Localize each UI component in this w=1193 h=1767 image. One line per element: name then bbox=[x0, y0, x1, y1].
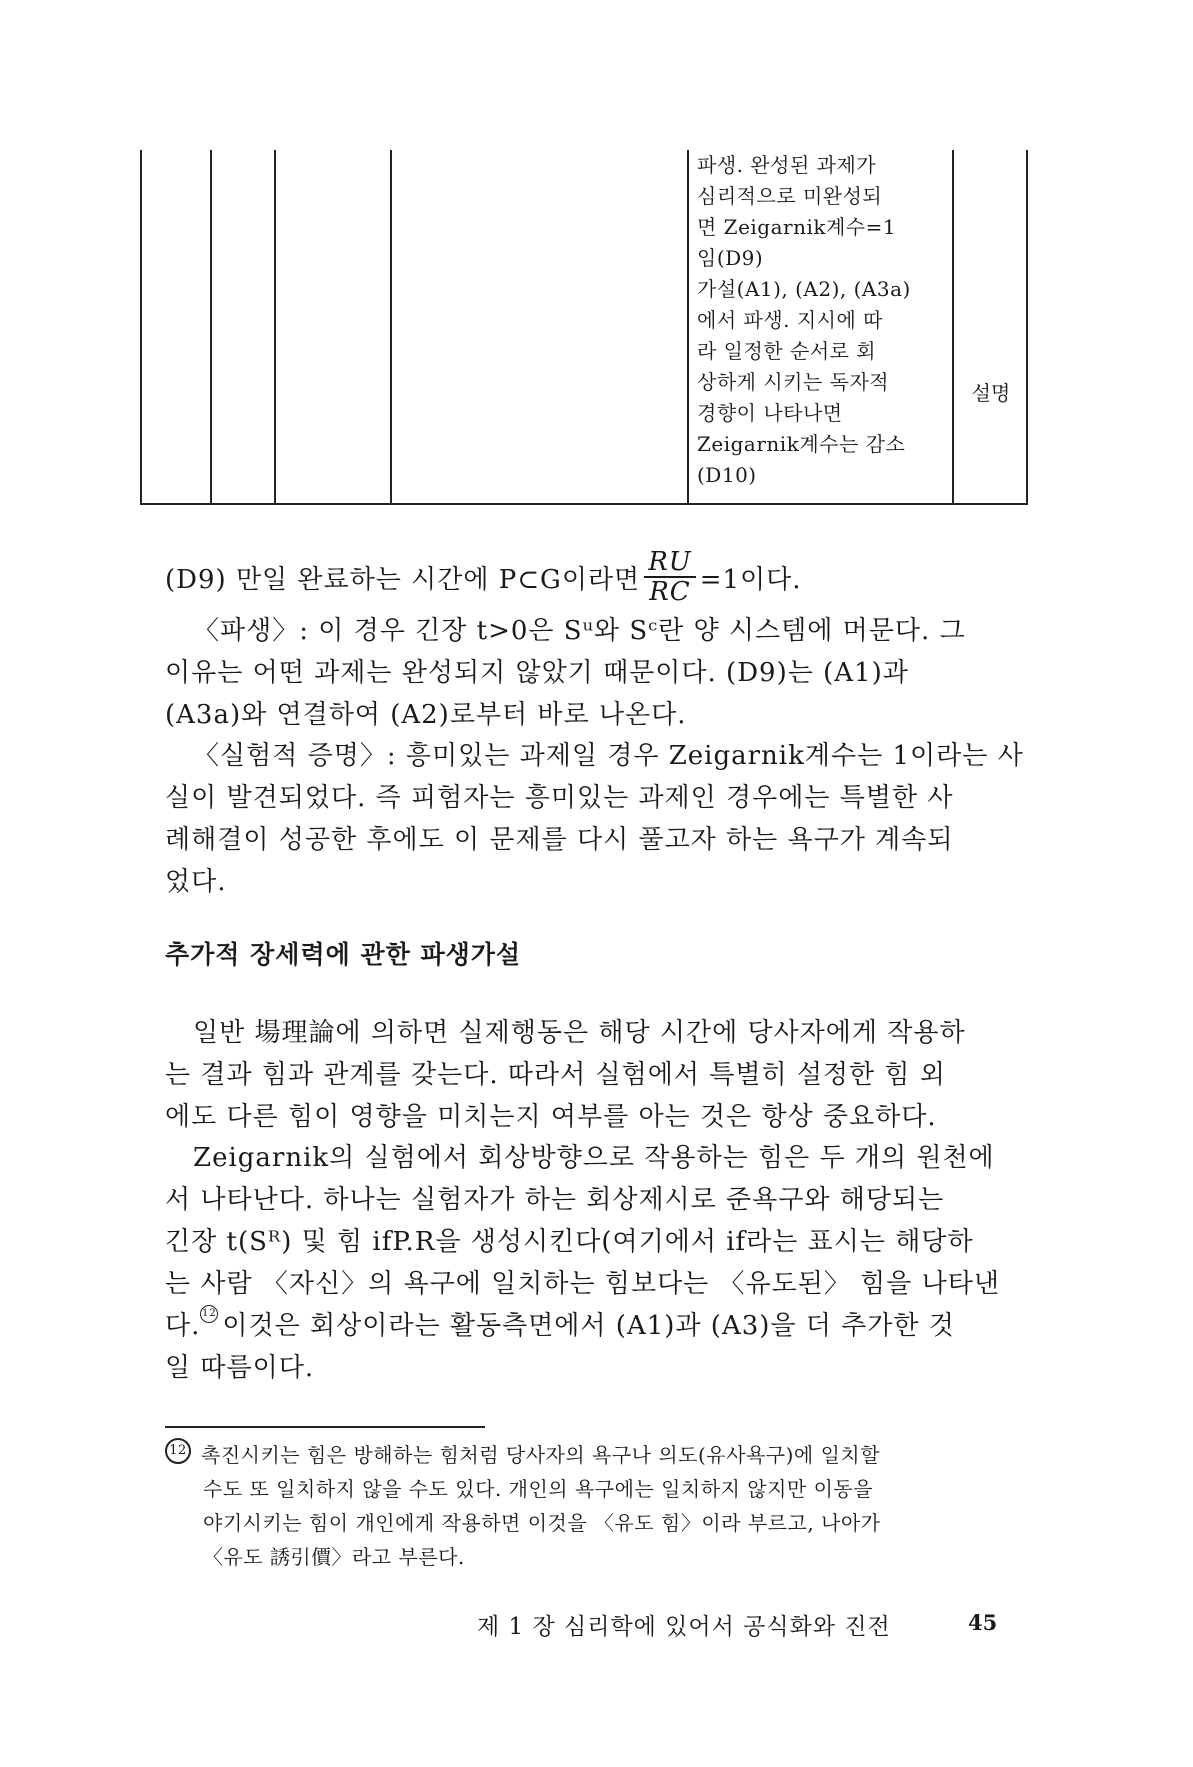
table-cell-line: 라 일정한 순서로 회 bbox=[697, 339, 877, 363]
text-line: 이유는 어떤 과제는 완성되지 않았기 때문이다. (D9)는 (A1)과 bbox=[165, 658, 909, 688]
footnote-line: 수도 또 일치하지 않을 수도 있다. 개인의 욕구에는 일치하지 않지만 이동을 bbox=[203, 1477, 874, 1501]
text-line: 〈파생〉: 이 경우 긴장 t>0은 Sᵘ와 Sᶜ란 양 시스템에 머문다. 그 bbox=[193, 616, 966, 646]
table-cell-line: (D10) bbox=[697, 463, 757, 487]
footnote-number: 12 bbox=[165, 1438, 191, 1464]
table-cell-line: 파생. 완성된 과제가 bbox=[697, 153, 877, 177]
table-derivation-cell bbox=[697, 150, 942, 491]
text-line: 례해결이 성공한 후에도 이 문제를 다시 풀고자 하는 욕구가 계속되 bbox=[165, 825, 954, 855]
field-theory-paragraph bbox=[165, 1012, 1027, 1138]
text-line: 는 사람 〈자신〉의 욕구에 일치하는 힘보다는 〈유도된〉 힘을 나타낸 bbox=[165, 1269, 1001, 1299]
table-column-divider bbox=[274, 150, 276, 503]
ratio-fraction bbox=[644, 548, 696, 606]
text-line: 서 나타난다. 하나는 실험자가 하는 회상제시로 준욕구와 해당되는 bbox=[165, 1185, 945, 1215]
text-line: 긴장 t(Sᴿ) 및 힘 ifP.R을 생성시킨다(여기에서 if라는 표시는 해당하 bbox=[165, 1227, 974, 1257]
zeigarnik-paragraph bbox=[165, 1137, 1027, 1389]
footnote bbox=[165, 1438, 1027, 1574]
line-start: 다. bbox=[165, 1311, 201, 1341]
text-line: Zeigarnik의 실험에서 회상방향으로 작용하는 힘은 두 개의 원천에 bbox=[193, 1143, 995, 1173]
chapter-footer: 제 1 장 심리학에 있어서 공식화와 진전 bbox=[477, 1614, 891, 1640]
d9-prefix: (D9) 만일 완료하는 시간에 P⊂G이라면 bbox=[165, 564, 641, 595]
footnote-first-line bbox=[165, 1438, 1027, 1472]
table-column-divider bbox=[210, 150, 212, 503]
section-heading: 추가적 장세력에 관한 파생가설 bbox=[165, 940, 522, 969]
table-column-divider bbox=[390, 150, 392, 503]
table-explanation-cell: 설명 bbox=[971, 381, 1011, 405]
line-rest: 이것은 회상이라는 활동측면에서 (A1)과 (A3)을 더 추가한 것 bbox=[222, 1311, 955, 1341]
text-line: 〈실험적 증명〉: 흥미있는 과제일 경우 Zeigarnik계수는 1이라는 사 bbox=[193, 741, 1024, 771]
table-cell-line: 임(D9) bbox=[697, 246, 764, 270]
fraction-numerator: RU bbox=[644, 548, 696, 578]
text-line: (A3a)와 연결하여 (A2)로부터 바로 나온다. bbox=[165, 700, 687, 730]
table-cell-line: 경향이 나타나면 bbox=[697, 401, 843, 425]
text-line: 었다. bbox=[165, 867, 227, 897]
text-line: 에도 다른 힘이 영향을 미치는지 여부를 아는 것은 항상 중요하다. bbox=[165, 1102, 937, 1132]
table-cell-line: 가설(A1), (A2), (A3a) bbox=[697, 277, 911, 301]
d9-statement bbox=[165, 548, 802, 606]
text-line: 일반 場理論에 의하면 실제행동은 해당 시간에 당사자에게 작용하 bbox=[193, 1018, 966, 1048]
table-cell-line: 상하게 시키는 독자적 bbox=[697, 370, 890, 394]
table-cell-line: 에서 파생. 지시에 따 bbox=[697, 308, 883, 332]
page-number: 45 bbox=[968, 1610, 998, 1635]
footnote-line: 촉진시키는 힘은 방해하는 힘처럼 당사자의 욕구나 의도(유사욕구)에 일치할 bbox=[201, 1443, 881, 1467]
fraction-denominator: RC bbox=[649, 577, 691, 607]
derivation-paragraph bbox=[165, 610, 1027, 736]
footnote-reference[interactable]: 12 bbox=[200, 1305, 218, 1323]
footnote-line: 야기시키는 힘이 개인에게 작용하면 이것을 〈유도 힘〉이라 부르고, 나아가 bbox=[203, 1511, 881, 1535]
table-cell-line: Zeigarnik계수는 감소 bbox=[697, 432, 906, 456]
d9-suffix: =1이다. bbox=[699, 564, 802, 595]
table-column-divider bbox=[687, 150, 689, 503]
table-cell-line: 면 Zeigarnik계수=1 bbox=[697, 215, 897, 239]
proof-paragraph bbox=[165, 735, 1027, 903]
text-line: 실이 발견되었다. 즉 피험자는 흥미있는 과제인 경우에는 특별한 사 bbox=[165, 783, 954, 813]
text-line: 는 결과 힘과 관계를 갖는다. 따라서 실험에서 특별히 설정한 힘 외 bbox=[165, 1060, 946, 1090]
text-line: 일 따름이다. bbox=[165, 1353, 315, 1383]
text-line bbox=[165, 1305, 1027, 1347]
table-column-divider bbox=[952, 150, 954, 503]
footnote-divider bbox=[165, 1426, 485, 1428]
hypothesis-table bbox=[140, 150, 1028, 505]
table-cell-line: 심리적으로 미완성되 bbox=[697, 184, 883, 208]
footnote-line: 〈유도 誘引價〉라고 부른다. bbox=[203, 1545, 465, 1569]
